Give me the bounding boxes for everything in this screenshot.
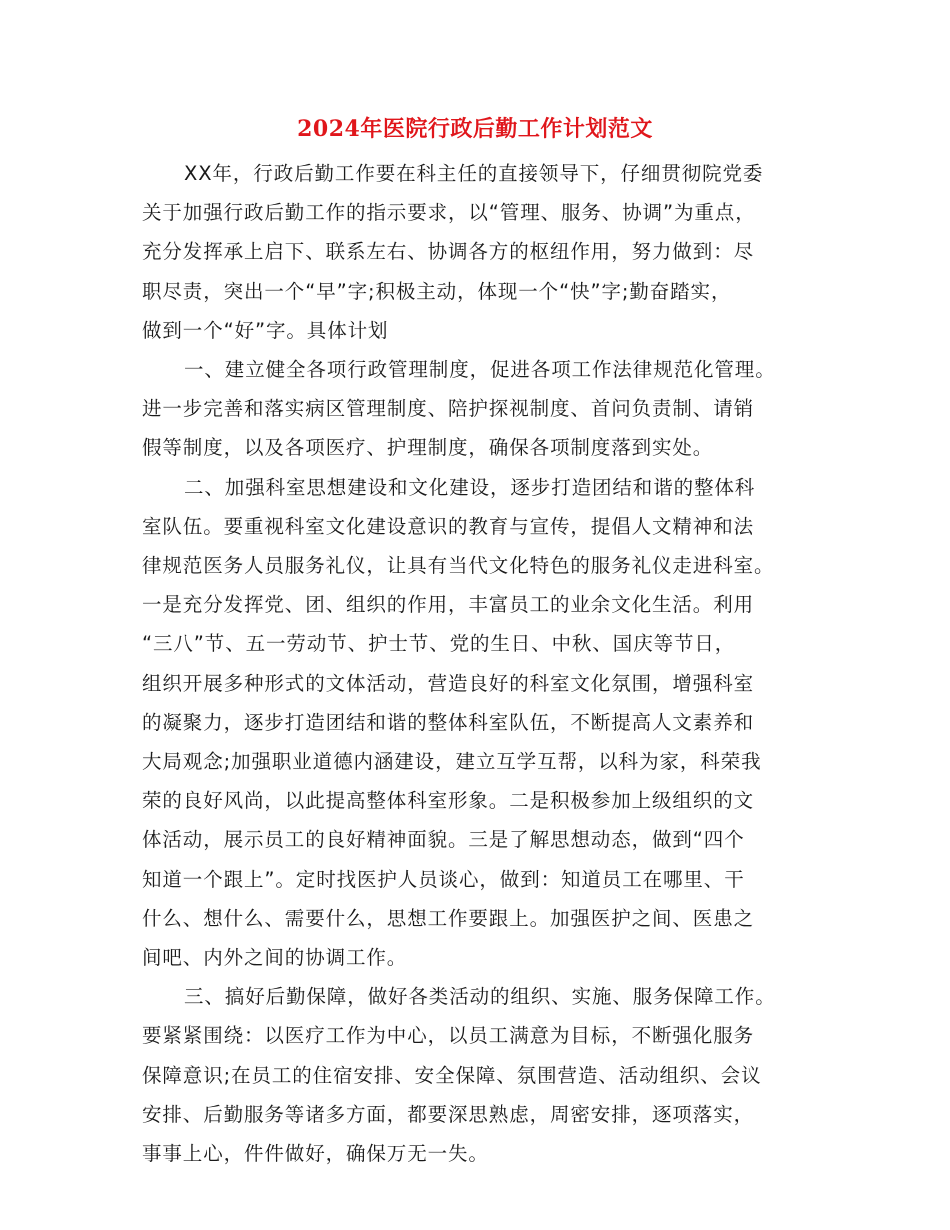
paragraph-line: 安排、后勤服务等诸多方面，都要深思熟虑，周密安排，逐项落实， bbox=[142, 1102, 755, 1126]
paragraph-line: 一、建立健全各项行政管理制度，促进各项工作法律规范化管理。 bbox=[184, 358, 776, 382]
document-body bbox=[142, 154, 812, 1173]
paragraph-section-2 bbox=[142, 468, 812, 978]
paragraph-line: 进一步完善和落实病区管理制度、陪护探视制度、首问负责制、请销 bbox=[142, 397, 755, 421]
paragraph-intro bbox=[142, 154, 812, 350]
paragraph-section-3 bbox=[142, 977, 812, 1173]
paragraph-line: 三、搞好后勤保障，做好各类活动的组织、实施、服务保障工作。 bbox=[184, 985, 776, 1009]
document-title: 2024年医院行政后勤工作计划范文 bbox=[297, 116, 653, 142]
paragraph-section-1 bbox=[142, 350, 812, 468]
paragraph-line: 荣的良好风尚，以此提高整体科室形象。二是积极参加上级组织的文 bbox=[142, 789, 755, 813]
paragraph-line: 假等制度，以及各项医疗、护理制度，确保各项制度落到实处。 bbox=[142, 436, 714, 460]
paragraph-line: 二、加强科室思想建设和文化建设，逐步打造团结和谐的整体科 bbox=[184, 475, 756, 499]
paragraph-line: 律规范医务人员服务礼仪，让具有当代文化特色的服务礼仪走进科室。 bbox=[142, 554, 775, 578]
paragraph-line: 什么、想什么、需要什么，思想工作要跟上。加强医护之间、医患之 bbox=[142, 906, 755, 930]
paragraph-line: “三八”节、五一劳动节、护士节、党的生日、中秋、国庆等节日， bbox=[142, 632, 736, 656]
paragraph-line: 一是充分发挥党、团、组织的作用，丰富员工的业余文化生活。利用 bbox=[142, 593, 755, 617]
paragraph-line: 室队伍。要重视科室文化建设意识的教育与宣传，提倡人文精神和法 bbox=[142, 514, 755, 538]
paragraph-line: 关于加强行政后勤工作的指示要求，以“管理、服务、协调”为重点， bbox=[142, 201, 756, 225]
paragraph-line: XX年，行政后勤工作要在科主任的直接领导下，仔细贯彻院党委 bbox=[184, 162, 764, 185]
paragraph-line: 事事上心，件件做好，确保万无一失。 bbox=[142, 1142, 489, 1166]
paragraph-line: 间吧、内外之间的协调工作。 bbox=[142, 946, 408, 970]
paragraph-line: 保障意识;在员工的住宿安排、安全保障、氛围营造、活动组织、会议 bbox=[142, 1063, 762, 1087]
paragraph-line: 充分发挥承上启下、联系左右、协调各方的枢纽作用，努力做到：尽 bbox=[142, 240, 755, 264]
paragraph-line: 做到一个“好”字。具体计划 bbox=[142, 318, 389, 342]
paragraph-line: 组织开展多种形式的文体活动，营造良好的科室文化氛围，增强科室 bbox=[142, 671, 755, 695]
paragraph-line: 体活动，展示员工的良好精神面貌。三是了解思想动态，做到“四个 bbox=[142, 828, 745, 852]
paragraph-line: 知道一个跟上”。定时找医护人员谈心，做到：知道员工在哪里、干 bbox=[142, 867, 745, 891]
paragraph-line: 大局观念;加强职业道德内涵建设，建立互学互帮，以科为家，科荣我 bbox=[142, 750, 762, 774]
paragraph-line: 职尽责，突出一个“早”字;积极主动，体现一个“快”字;勤奋踏实， bbox=[142, 279, 732, 303]
paragraph-line: 要紧紧围绕：以医疗工作为中心，以员工满意为目标，不断强化服务 bbox=[142, 1024, 755, 1048]
paragraph-line: 的凝聚力，逐步打造团结和谐的整体科室队伍，不断提高人文素养和 bbox=[142, 710, 755, 734]
